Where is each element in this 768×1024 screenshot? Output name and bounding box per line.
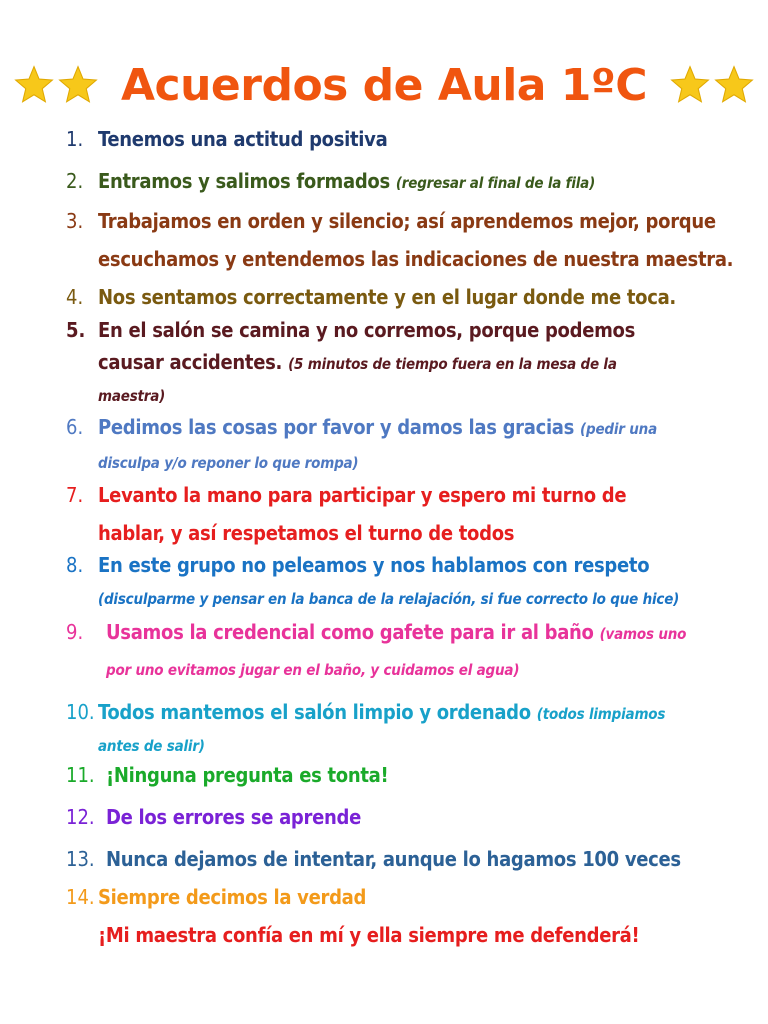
item-text: En el salón se camina y no corremos, porque podemos [98,318,636,342]
item-note: (5 minutos de tiempo fuera en la mesa de la [288,355,617,373]
item-number: 7. [66,483,84,507]
item-text: Usamos la credencial como gafete para ir al baño [106,620,594,644]
item-note-line2: maestra) [98,387,166,405]
item-text: Levanto la mano para participar y espero mi turno de [98,483,627,507]
header [0,50,768,120]
item-text-line2: causar accidentes. [98,350,283,374]
list-item [66,548,746,616]
item-note: (todos limpiamos [536,705,666,723]
list-item [66,696,746,762]
item-text: Pedimos las cosas por favor y damos las gracias [98,415,575,439]
list-item [66,278,746,316]
list-item [66,878,746,954]
item-text-line2: ¡Mi maestra confía en mí y ella siempre me defenderá! [98,923,640,947]
star-icon [13,64,55,106]
item-text: Entramos y salimos formados [98,169,390,193]
list-item [66,314,746,412]
right-stars [669,64,755,106]
star-icon [713,64,755,106]
list-item [66,162,746,202]
item-note-line2: disculpa y/o reponer lo que rompa) [98,454,359,472]
list-item [66,410,746,480]
item-text: Nos sentamos correctamente y en el lugar donde me toca. [98,285,676,309]
list-item [66,798,746,836]
item-note: (pedir una [580,420,657,438]
item-number: 3. [66,209,84,233]
item-text-line2: escuchamos y entendemos las indicaciones de nuestra maestra. [98,247,734,271]
item-note: (regresar al final de la fila) [395,174,596,192]
page-title: Acuerdos de Aula 1ºC [120,59,648,111]
list-item [66,476,746,552]
item-text: Nunca dejamos de intentar, aunque lo hagamos 100 veces [106,847,681,871]
item-note-line2: antes de salir) [98,737,205,755]
item-number: 14. [66,885,95,909]
list-item [66,120,746,158]
left-stars [13,64,99,106]
item-number: 10. [66,700,95,724]
list-item [66,756,746,794]
item-text: ¡Ninguna pregunta es tonta! [106,763,389,787]
item-number: 8. [66,553,84,577]
list-item [66,840,746,878]
item-note-line2: por uno evitamos jugar en el baño, y cuidamos el agua) [106,661,520,679]
item-text: En este grupo no peleamos y nos hablamos con respeto [98,553,650,577]
item-number: 1. [66,127,84,151]
list-item [66,202,746,278]
item-text: De los errores se aprende [106,805,361,829]
item-note: (vamos uno [599,625,687,643]
item-number: 4. [66,285,84,309]
item-number: 6. [66,415,84,439]
star-icon [57,64,99,106]
item-number: 11. [66,763,95,787]
star-icon [669,64,711,106]
item-note-line2: (disculparme y pensar en la banca de la relajación, si fue correcto lo que hice) [98,590,680,608]
list-item [66,614,746,688]
item-text: Todos mantemos el salón limpio y ordenado [98,700,531,724]
item-number: 12. [66,805,95,829]
item-text-line2: hablar, y así respetamos el turno de todos [98,521,515,545]
item-text: Trabajamos en orden y silencio; así aprendemos mejor, porque [98,209,716,233]
item-number: 9. [66,620,84,644]
item-number: 13. [66,847,95,871]
item-text: Siempre decimos la verdad [98,885,367,909]
item-text: Tenemos una actitud positiva [98,127,388,151]
item-number: 2. [66,169,84,193]
item-number: 5. [66,318,86,342]
